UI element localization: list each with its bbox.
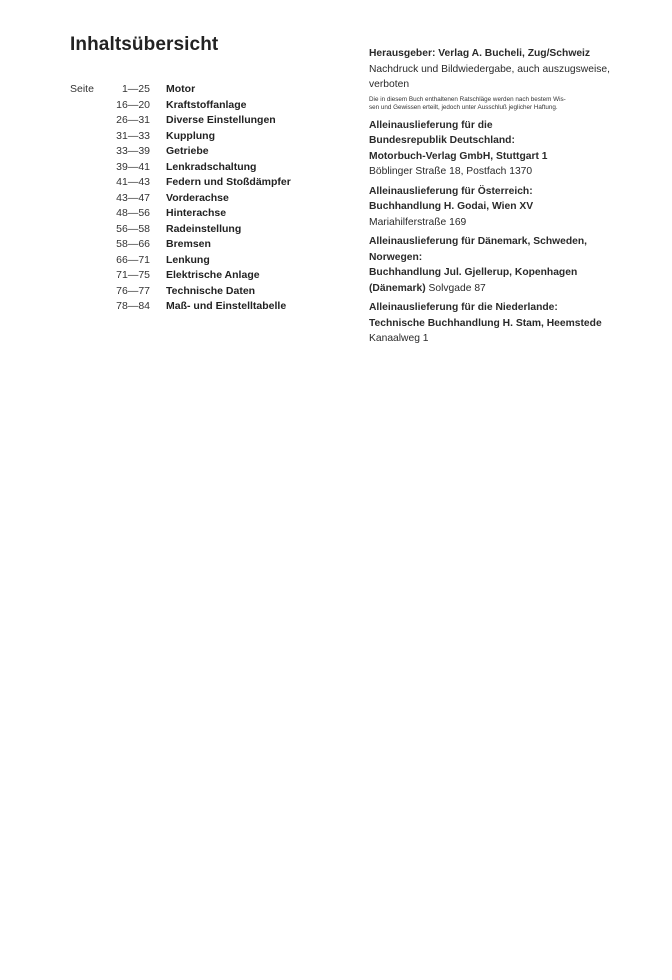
toc-page-range: 16—20	[116, 98, 150, 111]
toc-page-range: 26—31	[116, 114, 150, 126]
toc-entry-label: Kraftstoffanlage	[166, 98, 247, 111]
toc-page-range: 78—84	[116, 300, 150, 312]
toc-entry-label: Maß- und Einstelltabelle	[166, 300, 287, 312]
distribution-germany	[369, 118, 659, 180]
imprint-block	[369, 46, 659, 347]
toc-page-range: 39—41	[116, 160, 150, 173]
toc-page-range: 31—33	[116, 129, 150, 142]
toc-row	[70, 268, 360, 284]
toc-entry-label: Kupplung	[166, 129, 215, 142]
distribution-heading: Bundesrepublik Deutschland:	[369, 135, 515, 146]
disclaimer-line: sen und Gewissen erteilt, jedoch unter Ausschluß jeglicher Haftung.	[369, 103, 558, 111]
distribution-heading: Alleinauslieferung für Dänemark, Schweden,	[369, 236, 588, 247]
toc-row	[70, 129, 360, 145]
distributor-company-cont: (Dänemark)	[369, 282, 426, 294]
toc-entry-label: Federn und Stoßdämpfer	[166, 176, 291, 188]
toc-page-prefix: Seite	[70, 83, 94, 95]
toc-entry-label: Lenkung	[166, 253, 210, 266]
toc-row	[70, 237, 360, 253]
toc-row	[70, 98, 360, 114]
distribution-scandinavia	[369, 234, 659, 296]
toc-entry-label: Motor	[166, 83, 196, 95]
toc-title: Inhaltsübersicht	[70, 34, 219, 55]
distributor-company: Technische Buchhandlung H. Stam, Heemstede	[369, 317, 602, 329]
toc-entry-label: Bremsen	[166, 238, 211, 250]
toc-entry-label: Getriebe	[166, 145, 209, 157]
toc-page-range: 48—56	[116, 207, 150, 219]
distribution-netherlands	[369, 300, 659, 347]
toc-row	[70, 160, 360, 176]
distribution-heading: Alleinauslieferung für Österreich:	[369, 185, 533, 197]
reprint-notice-line: verboten	[369, 79, 410, 90]
toc-row	[70, 191, 360, 207]
distribution-heading: Alleinauslieferung für die	[369, 119, 493, 131]
toc-page-range: 66—71	[116, 253, 150, 266]
distributor-address: Böblinger Straße 18, Postfach 1370	[369, 166, 533, 177]
distribution-heading: Alleinauslieferung für die Niederlande:	[369, 302, 558, 313]
distributor-company: Buchhandlung Jul. Gjellerup, Kopenhagen	[369, 267, 578, 278]
distribution-heading: Norwegen:	[369, 251, 423, 263]
toc-entry-label: Diverse Einstellungen	[166, 114, 276, 126]
toc-page-range: 41—43	[116, 176, 150, 188]
toc-entry-label: Hinterachse	[166, 207, 227, 219]
toc-page-range: 58—66	[116, 238, 150, 250]
toc-page-range: 1—25	[121, 83, 150, 95]
publisher-heading: Herausgeber: Verlag A. Bucheli, Zug/Schweiz	[369, 48, 591, 59]
distributor-company: Buchhandlung H. Godai, Wien XV	[369, 201, 534, 212]
toc-page-range: 76—77	[116, 284, 150, 297]
toc-entry-label: Lenkradschaltung	[166, 160, 257, 173]
toc-row	[70, 206, 360, 222]
toc-row	[70, 222, 360, 238]
disclaimer	[369, 96, 659, 112]
disclaimer-line: Die in diesem Buch enthaltenen Ratschläge werden nach bestem Wis-	[369, 95, 566, 103]
toc-list	[70, 82, 360, 315]
toc-entry-label: Radeinstellung	[166, 222, 242, 235]
toc-row	[70, 144, 360, 160]
toc-entry-label: Elektrische Anlage	[166, 269, 260, 281]
toc-row	[70, 113, 360, 129]
toc-row	[70, 175, 360, 191]
distributor-company-line	[369, 281, 659, 297]
toc-row	[70, 299, 360, 315]
distributor-address: Solvgade 87	[428, 282, 486, 294]
toc-row	[70, 253, 360, 269]
toc-page-range: 33—39	[116, 145, 150, 157]
toc-page-range: 43—47	[116, 191, 150, 204]
toc-row	[70, 284, 360, 300]
distribution-austria	[369, 184, 659, 231]
toc-row	[70, 82, 360, 98]
toc-entry-label: Vorderachse	[166, 191, 229, 204]
distributor-company: Motorbuch-Verlag GmbH, Stuttgart 1	[369, 150, 548, 162]
distributor-address: Kanaalweg 1	[369, 333, 429, 344]
toc-page-range: 71—75	[116, 269, 150, 281]
reprint-notice-line: Nachdruck und Bildwiedergabe, auch auszugsweise,	[369, 63, 610, 75]
toc-page-range: 56—58	[116, 222, 150, 235]
distributor-address: Mariahilferstraße 169	[369, 216, 467, 228]
toc-entry-label: Technische Daten	[166, 284, 256, 297]
